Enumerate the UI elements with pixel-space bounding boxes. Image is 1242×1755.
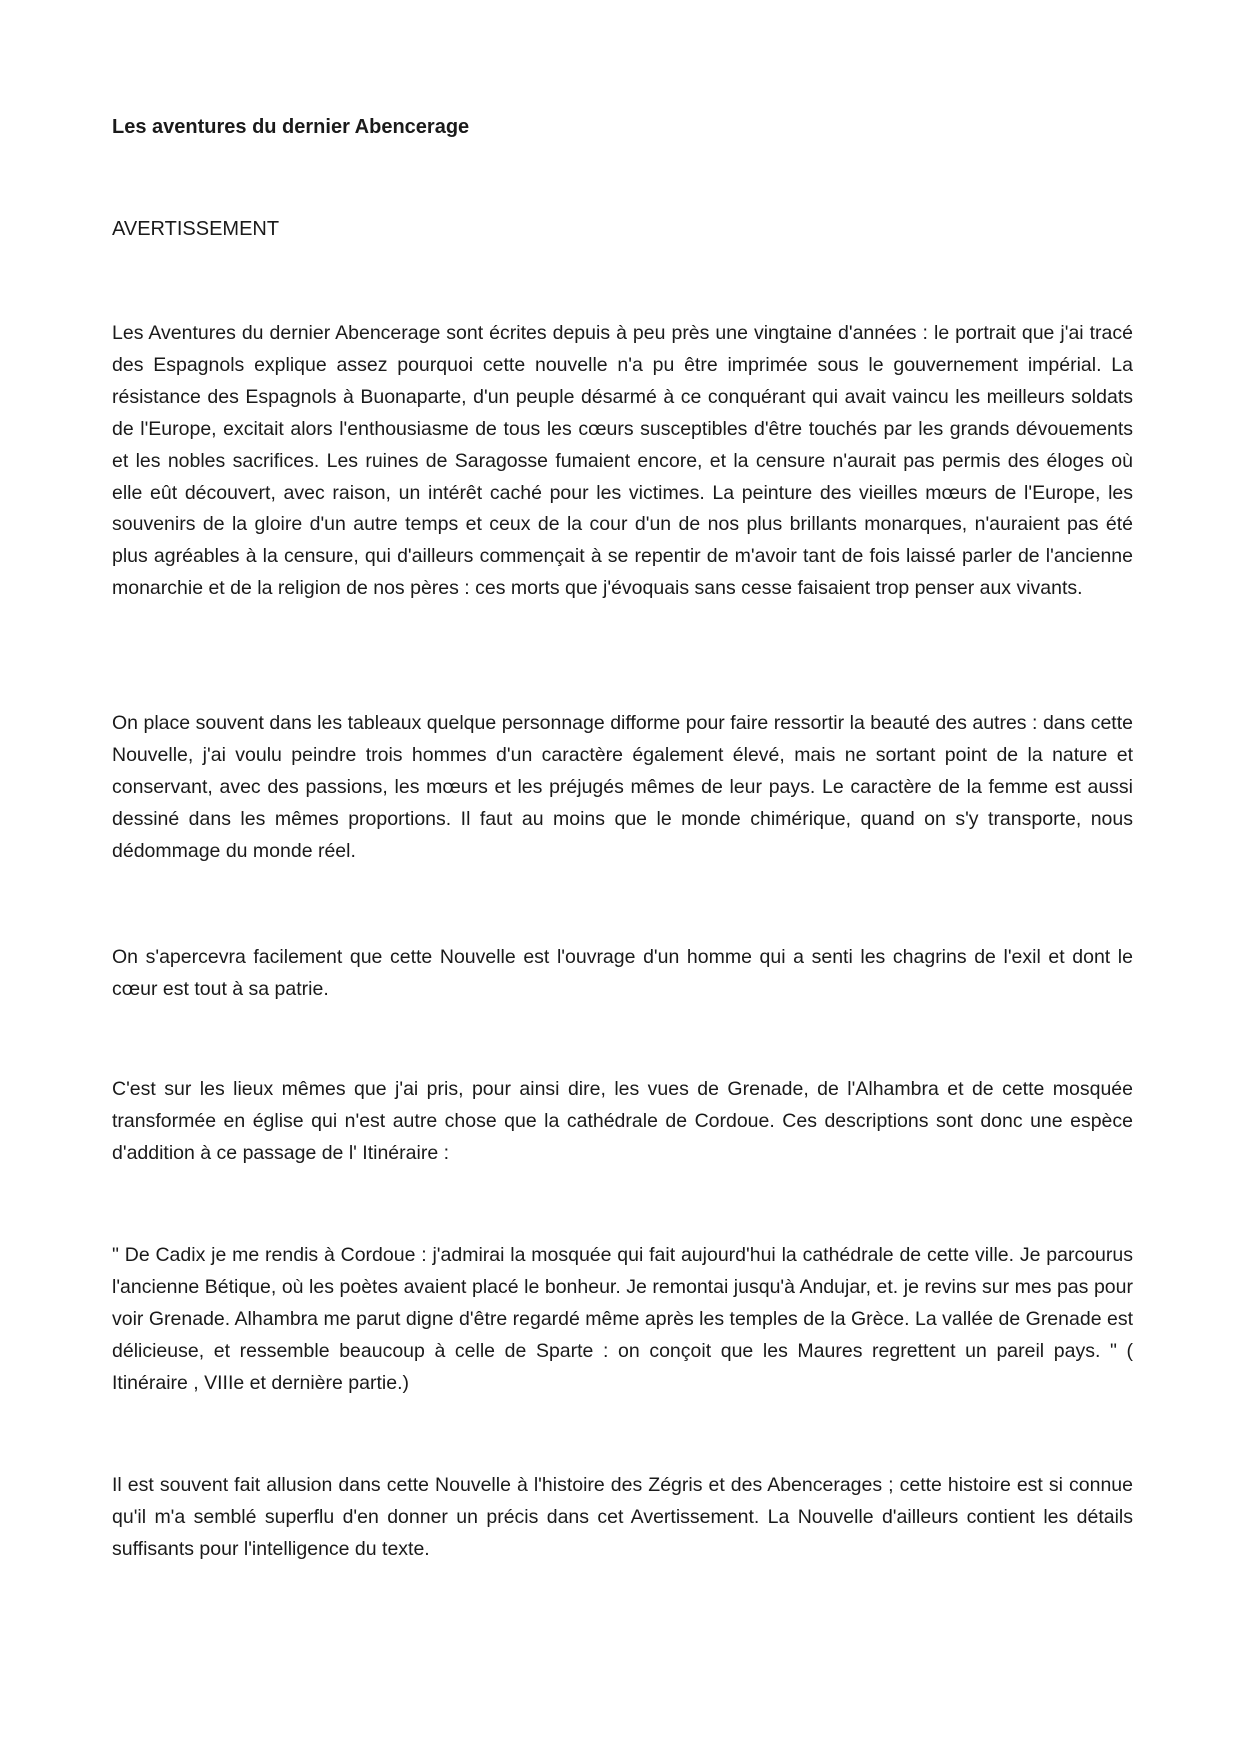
quotation-paragraph: " De Cadix je me rendis à Cordoue : j'admirai la mosquée qui fait aujourd'hui la cathédrale de cette ville. Je parcourus l'ancienne Bétique, où les poètes avaient placé le bonheur. Je remontai jusqu'à Andujar, et. je revins sur mes pas pour voir Grenade. Alhambra me parut digne d'être regardé même après les temples de la Grèce. La vallée de Grenade est délicieuse, et ressemble beaucoup à celle de Sparte : on conçoit que les Maures regrettent un pareil pays. " ( Itinéraire , VIIIe et dernière partie.) [112,1244,1133,1394]
paragraph: Les Aventures du dernier Abencerage sont écrites depuis à peu près une vingtaine d'années : le portrait que j'ai tracé des Espagnols explique assez pourquoi cette nouvelle n'a pu être imprimée sous le gouvernement impérial. La résistance des Espagnols à Buonaparte, d'un peuple désarmé à ce conquérant qui avait vaincu les meilleurs soldats de l'Europe, excitait alors l'enthousiasme de tous les cœurs susceptibles d'être touchés par les grands dévouements et les nobles sacrifices. Les ruines de Saragosse fumaient encore, et la censure n'aurait pas permis des éloges où elle eût découvert, avec raison, un intérêt caché pour les victimes. La peinture des vieilles mœurs de l'Europe, les souvenirs de la gloire d'un autre temps et ceux de la cour d'un de nos plus brillants monarques, n'auraient pas été plus agréables à la censure, qui d'ailleurs commençait à se repentir de m'avoir tant de fois laissé parler de l'ancienne monarchie et de la religion de nos pères : ces morts que j'évoquais sans cesse faisaient trop penser aux vivants. [112,322,1133,600]
paragraph: Il est souvent fait allusion dans cette Nouvelle à l'histoire des Zégris et des Abencerages ; cette histoire est si connue qu'il m'a semblé superflu d'en donner un précis dans cet Avertissement. La Nouvelle d'ailleurs contient les détails suffisants pour l'intelligence du texte. [112,1474,1133,1560]
document-title: Les aventures du dernier Abencerage [112,116,470,138]
section-heading: AVERTISSEMENT [112,218,280,240]
paragraph: On s'apercevra facilement que cette Nouvelle est l'ouvrage d'un homme qui a senti les chagrins de l'exil et dont le cœur est tout à sa patrie. [112,946,1133,1000]
paragraph: On place souvent dans les tableaux quelque personnage difforme pour faire ressortir la beauté des autres : dans cette Nouvelle, j'ai voulu peindre trois hommes d'un caractère également élevé, mais ne sortant point de la nature et conservant, avec des passions, les mœurs et les préjugés mêmes de leur pays. Le caractère de la femme est aussi dessiné dans les mêmes proportions. Il faut au moins que le monde chimérique, quand on s'y transporte, nous dédommage du monde réel. [112,712,1133,862]
paragraph: C'est sur les lieux mêmes que j'ai pris, pour ainsi dire, les vues de Grenade, de l'Alhambra et de cette mosquée transformée en église qui n'est autre chose que la cathédrale de Cordoue. Ces descriptions sont donc une espèce d'addition à ce passage de l' Itinéraire : [112,1078,1133,1164]
